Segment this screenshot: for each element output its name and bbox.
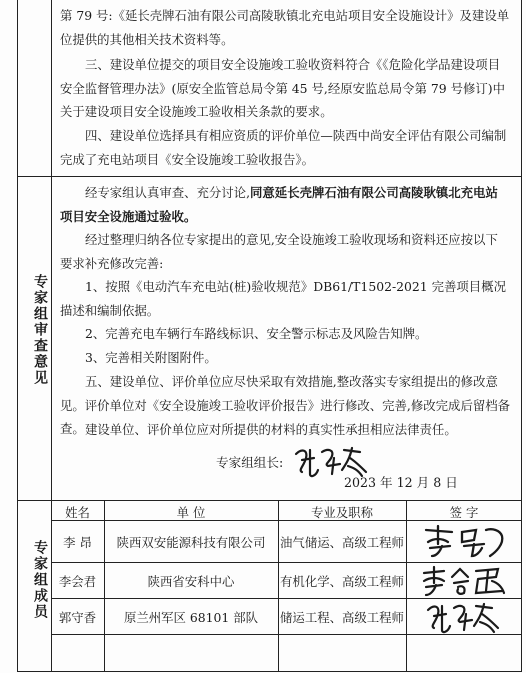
group-leader-label: 专家组组长:: [216, 455, 284, 470]
review-item-3-text: 三、建设单位提交的项目安全设施竣工验收资料符合《《危险化学品建设项目安全监督管理办法》(原安全监管总局令第 45 号,经原安监总局令第 79 号修订)中关于建设项目安全设施竣工验收相关条款的要求。: [60, 57, 506, 119]
member-signature-li-ang: [420, 522, 510, 560]
opinion-intro: [60, 181, 510, 228]
opinion-responsibility-text: 建设单位、评价单位应对所提供的材料的真实性承担相应法律责任。: [85, 422, 457, 437]
header-name: 姓名: [65, 505, 90, 520]
header-unit: 单 位: [176, 505, 206, 520]
member-title: 有机化学、高级工程师: [280, 574, 404, 589]
opinion-responsibility: [60, 418, 510, 442]
member-title: 储运工程、高级工程师: [280, 610, 404, 625]
opinion-item-5-text: 五、建设单位、评价单位应尽快采取有效措施,整改落实专家组提出的修改意见。评价单位对《安全设施竣工验收评价报告》进行修改、完善,修改完成后留档备查。: [60, 374, 511, 436]
members-row-divider-4: [51, 634, 522, 635]
opinion-item-1-text: 1、按照《电动汽车充电站(桩)验收规范》DB61/T1502-2021 完善项目概况描述和编制依据。: [60, 279, 506, 318]
opinion-section-label: 专家组审查意见: [32, 274, 48, 386]
review-continuation-text: 第 79 号:《延长壳牌石油有限公司高陵耿镇北充电站项目安全设施设计》及建设单位提供的其他相关技术资料等。: [60, 8, 510, 47]
member-name: 李会君: [58, 574, 97, 589]
members-section-label: 专家组成员: [32, 540, 48, 620]
member-signature-li-huijun: [418, 563, 512, 599]
review-item-4: [60, 124, 510, 171]
opinion-requirements-intro: [60, 228, 510, 275]
opinion-intro-bold: 同意延长壳牌石油有限公司高陵耿镇北充电站项目安全设施通过验收。: [60, 185, 498, 224]
member-name: 郭守香: [58, 610, 97, 625]
member-unit: 原兰州军区 68101 部队: [123, 610, 259, 625]
review-item-3: [60, 53, 510, 124]
section-divider-members: [17, 500, 522, 501]
member-unit: 陕西省安科中心: [147, 574, 235, 589]
review-item-4-text: 四、建设单位选择具有相应资质的评价单位—陕西中尚安全评估有限公司编制完成了充电站项目《安全设施竣工验收报告》。: [60, 128, 507, 167]
member-name: 李 昂: [63, 535, 92, 550]
opinion-intro-plain: 经专家组认真审查、充分讨论,: [85, 185, 251, 200]
member-signature-guo-shouxiang: [424, 596, 504, 634]
opinion-item-3: [60, 346, 510, 370]
review-date: 2023 年 12 月 8 日: [344, 475, 458, 490]
header-signature: 签 字: [449, 505, 479, 520]
opinion-item-2: [60, 322, 510, 346]
opinion-item-2-text: 2、完善充电车辆行车路线标识、安全警示标志及风险告知牌。: [85, 326, 428, 341]
member-title: 油气储运、高级工程师: [280, 535, 404, 550]
opinion-item-3-text: 3、完善相关附图附件。: [85, 350, 217, 365]
review-continuation-paragraph: [60, 4, 510, 51]
section-divider-review: [17, 176, 522, 177]
opinion-requirements-text: 经过整理归纳各位专家提出的意见,安全设施竣工验收现场和资料还应按以下要求补充修改完善:: [60, 232, 498, 271]
members-col-divider-3: [406, 500, 407, 672]
header-title: 专业及职称: [311, 505, 373, 520]
member-unit: 陕西双安能源科技有限公司: [116, 535, 266, 550]
opinion-item-1: [60, 275, 510, 322]
